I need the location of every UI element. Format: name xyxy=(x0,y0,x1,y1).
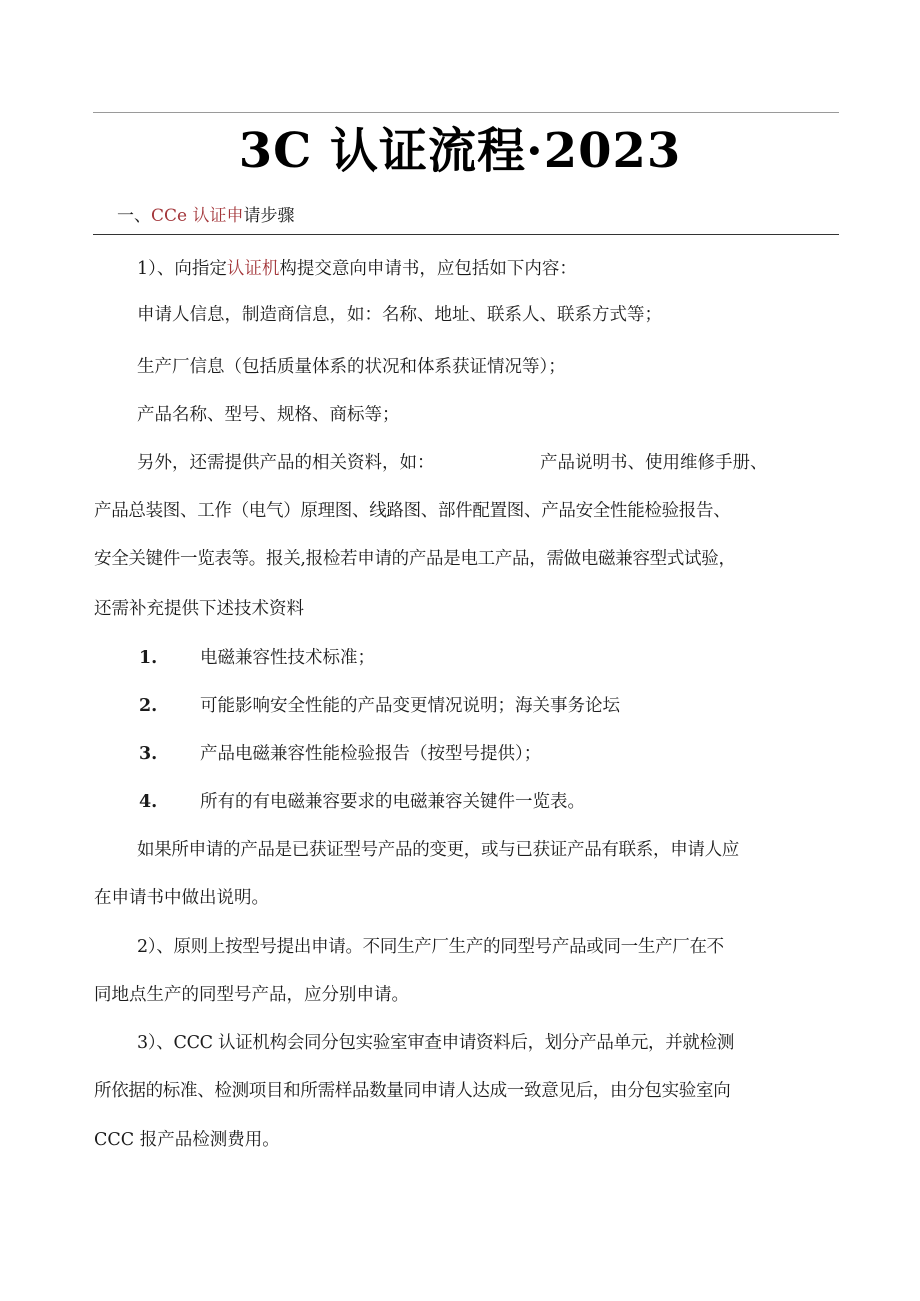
step3-line2: 所依据的标准、检测项目和所需样品数量同申请人达成一致意见后，由分包实验室向 xyxy=(94,1081,731,1101)
step1-note-line2: 在申请书中做出说明。 xyxy=(94,888,269,908)
step1-intro-rest: 构提交意向申请书，应包括如下内容： xyxy=(279,259,577,279)
section-heading xyxy=(117,203,294,229)
list-item: 产品电磁兼容性能检验报告（按型号提供）； xyxy=(200,744,542,764)
step2-line2: 同地点生产的同型号产品，应分别申请。 xyxy=(94,985,409,1005)
step1-factory-info: 生产厂信息（包括质量体系的状况和体系获证情况等）； xyxy=(137,357,566,377)
list-number: 4. xyxy=(139,792,158,812)
step1-intro-text: 1）、向指定 xyxy=(137,259,227,279)
step1-intro-highlight: 认证机 xyxy=(226,259,280,279)
list-item: 电磁兼容性技术标准； xyxy=(200,648,375,668)
step1-product-info: 产品名称、型号、规格、商标等； xyxy=(137,405,400,425)
list-item: 所有的有电磁兼容要求的电磁兼容关键件一览表。 xyxy=(200,792,585,812)
step3-line3: CCC 报产品检测费用。 xyxy=(94,1130,280,1150)
step1-intro xyxy=(137,256,577,282)
section-number: 一、 xyxy=(117,206,151,226)
step1-extra-line3: 安全关键件一览表等。报关,报检若申请的产品是电工产品，需做电磁兼容型式试验， xyxy=(94,549,736,569)
step2-line1: 2）、原则上按型号提出申请。不同生产厂生产的同型号产品或同一生产厂在不 xyxy=(137,937,724,957)
step1-extra-line2: 产品总装图、工作（电气）原理图、线路图、部件配置图、产品安全性能检验报告、 xyxy=(94,501,731,521)
section-title: 请步骤 xyxy=(243,206,295,226)
step1-extra-intro: 另外，还需提供产品的相关资料，如： xyxy=(137,453,435,473)
step3-line1: 3）、CCC 认证机构会同分包实验室审查申请资料后，划分产品单元，并就检测 xyxy=(137,1033,735,1053)
section-highlight: CCe 认证申 xyxy=(151,206,244,226)
list-number: 1. xyxy=(139,648,158,668)
step1-extra-manuals: 产品说明书、使用维修手册、 xyxy=(540,453,768,473)
section-rule xyxy=(93,234,839,235)
list-number: 2. xyxy=(139,696,158,716)
list-number: 3. xyxy=(139,744,158,764)
document-title: 3C 认证流程·2023 xyxy=(238,123,682,179)
header-rule xyxy=(93,112,839,113)
step1-extra-line4: 还需补充提供下述技术资料 xyxy=(94,599,304,619)
list-item: 可能影响安全性能的产品变更情况说明；海关事务论坛 xyxy=(200,696,620,716)
step1-note-line1: 如果所申请的产品是已获证型号产品的变更，或与已获证产品有联系，申请人应 xyxy=(137,840,739,860)
step1-applicant-info: 申请人信息，制造商信息，如：名称、地址、联系人、联系方式等； xyxy=(137,305,662,325)
